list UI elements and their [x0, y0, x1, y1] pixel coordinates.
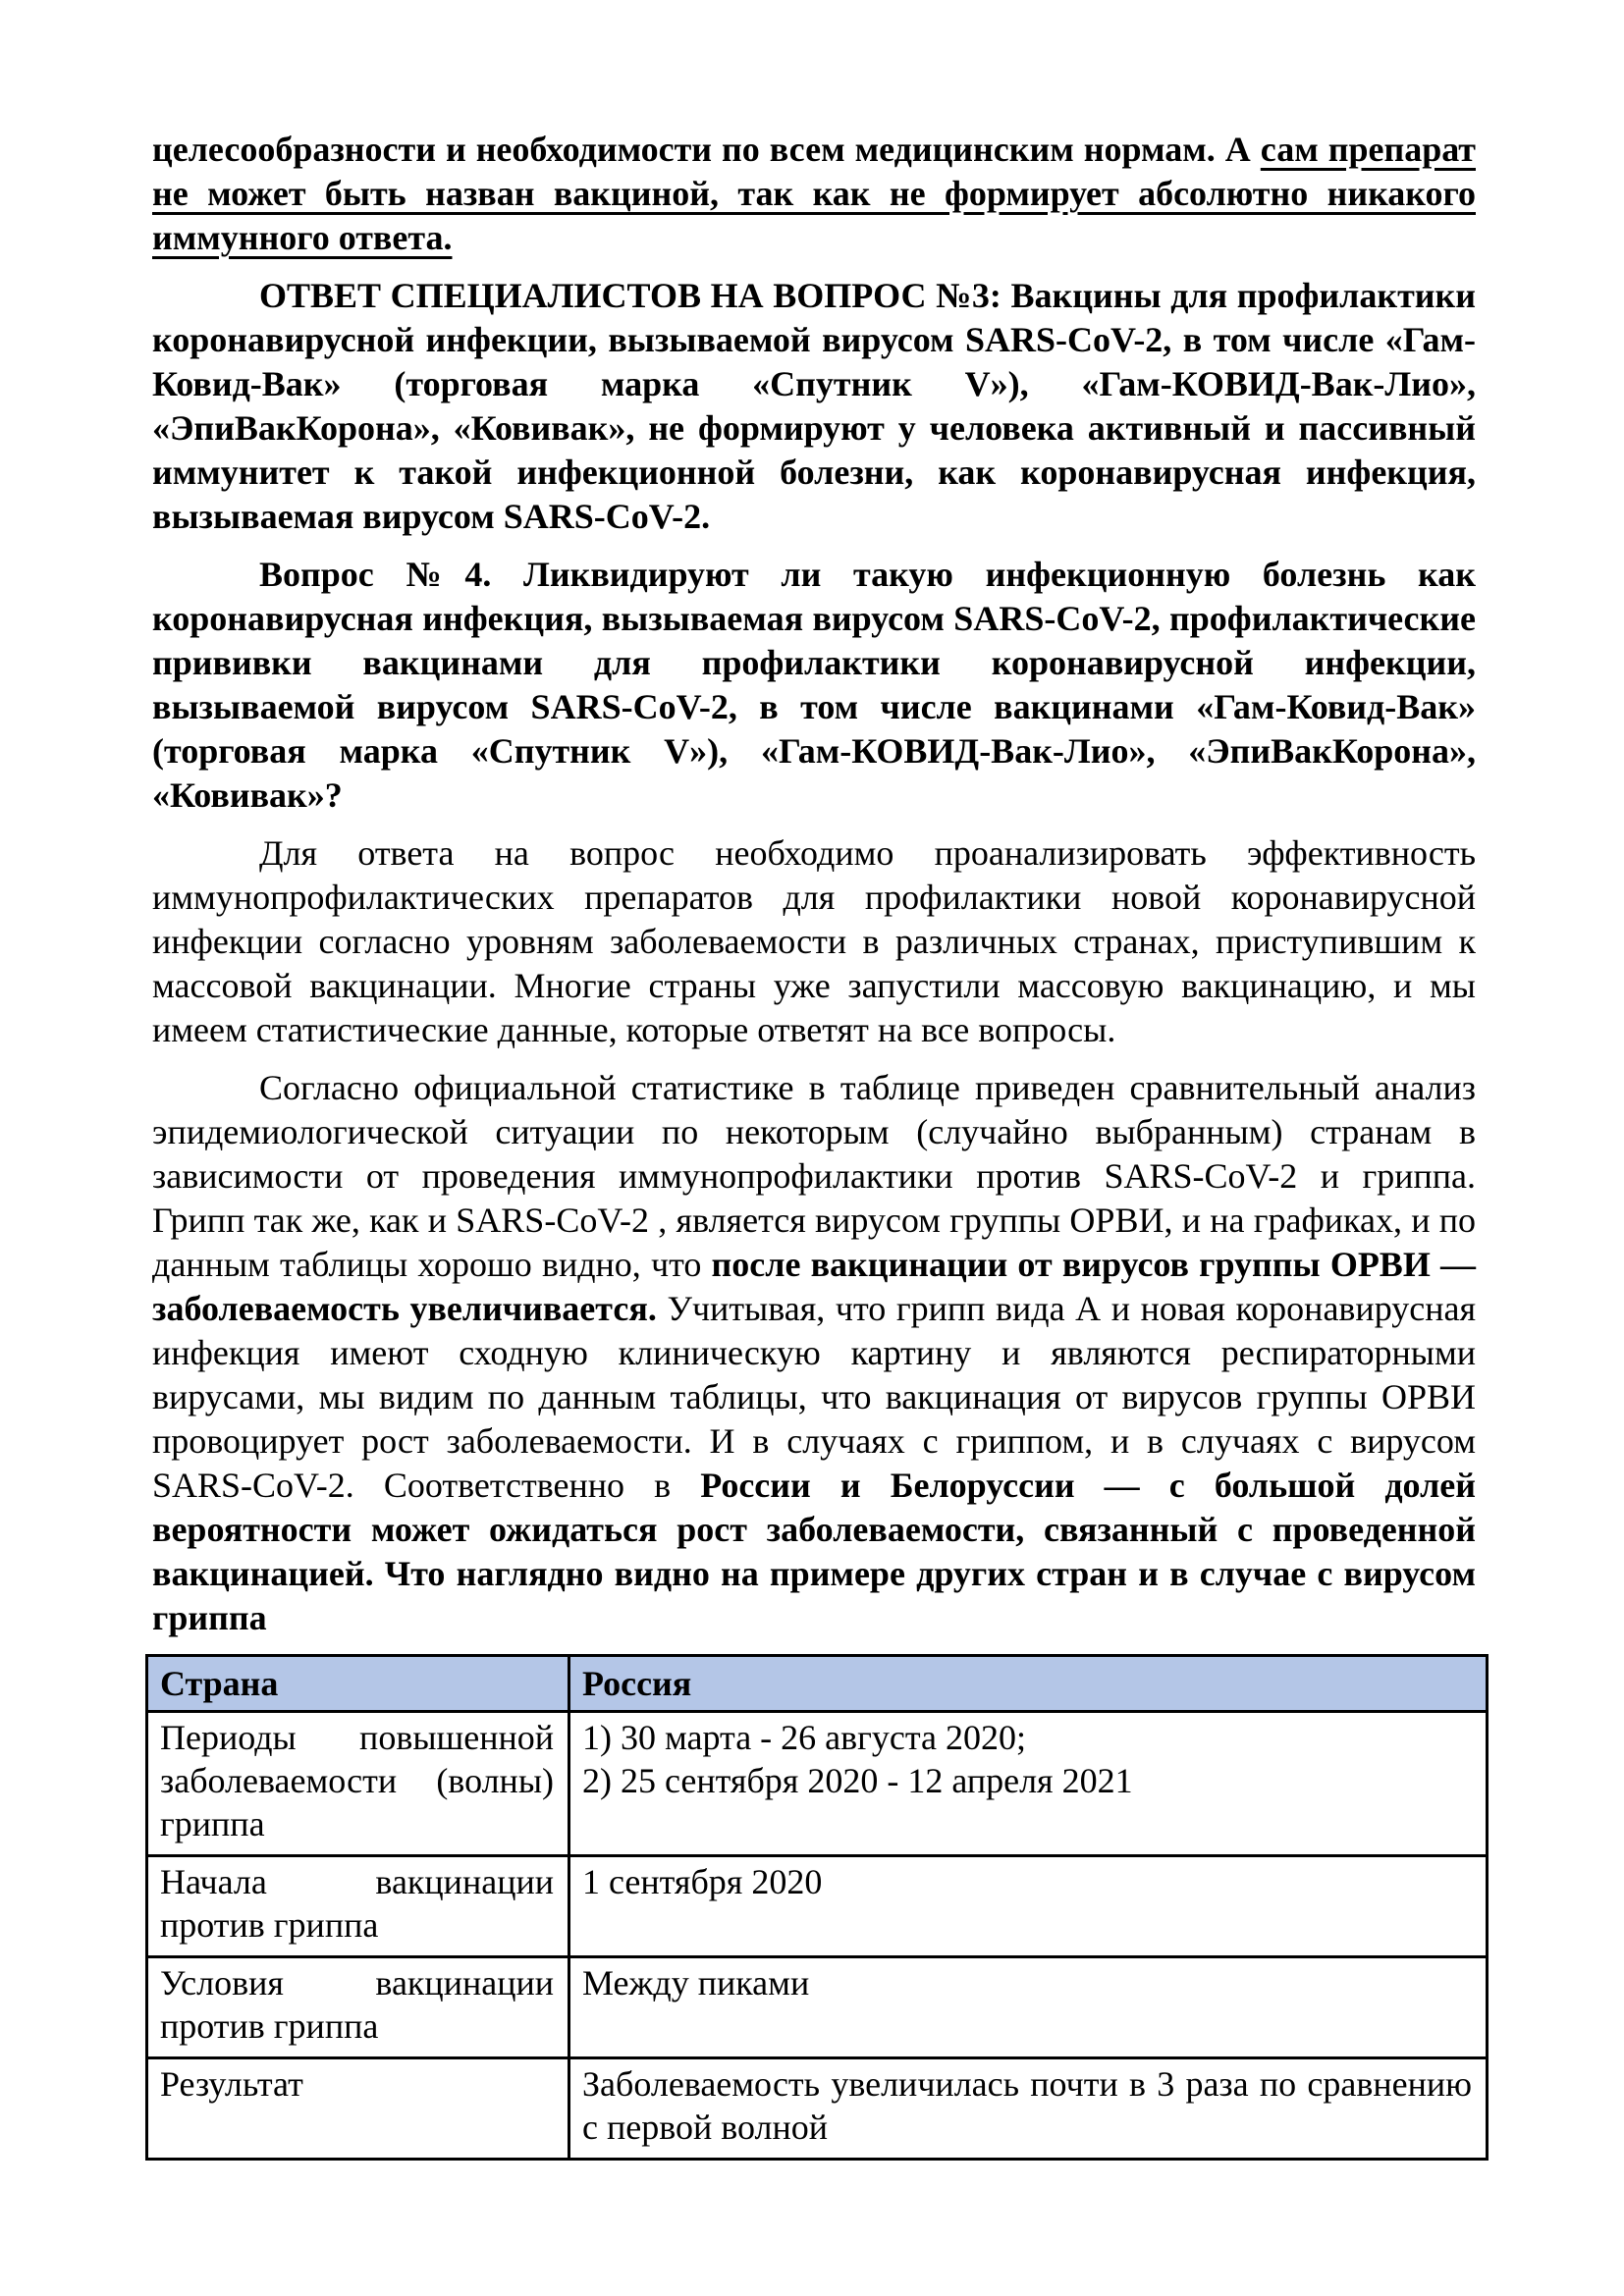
- table-cell-value: [569, 2058, 1488, 2160]
- paragraph-answer-question-3: ОТВЕТ СПЕЦИАЛИСТОВ НА ВОПРОС №3: Вакцины для профилактики коронавирусной инфекции, вызываемой вирусом SARS-CoV-2, в том числе «Гам-Ковид-Вак» (торговая марка «Спутник V»), «Гам-КОВИД-Вак-Лио», «ЭпиВакКорона», «Ковивак», не формируют у человека активный и пассивный иммунитет к такой инфекционной болезни, как коронавирусная инфекция, вызываемая вирусом SARS-CoV-2.: [152, 276, 1476, 536]
- table-row: [147, 1712, 1488, 1856]
- comparison-table: [145, 1654, 1489, 2161]
- table-row: [147, 1856, 1488, 1957]
- paragraph-statistics-analysis: [152, 1066, 1476, 1640]
- table-cell-value: [569, 1712, 1488, 1856]
- table-header-country: Страна: [147, 1656, 569, 1712]
- paragraph-text: целесообразности и необходимости по всем медицинским нормам. А: [152, 130, 1261, 169]
- value-line: 1 сентября 2020: [582, 1862, 823, 1901]
- value-line: Между пиками: [582, 1963, 810, 2002]
- table-header-russia: Россия: [569, 1656, 1488, 1712]
- table-cell-label: Периоды повышенной заболеваемости (волны) гриппа: [147, 1712, 569, 1856]
- value-line: Заболеваемость увеличилась почти в 3 раза по сравнению с первой волной: [582, 2064, 1472, 2147]
- table-row: [147, 1957, 1488, 2058]
- paragraph-question-4: Вопрос №4. Ликвидируют ли такую инфекционную болезнь как коронавирусная инфекция, вызываемая вирусом SARS-CoV-2, профилактические прививки вакцинами для профилактики коронавирусной инфекции, вызываемой вирусом SARS-CoV-2, в том числе вакцинами «Гам-Ковид-Вак» (торговая марка «Спутник V»), «Гам-КОВИД-Вак-Лио», «ЭпиВакКорона», «Ковивак»?: [152, 555, 1476, 815]
- value-line: 1) 30 марта - 26 августа 2020;: [582, 1718, 1027, 1757]
- table-cell-value: [569, 1957, 1488, 2058]
- table-cell-label: Условия вакцинации против гриппа: [147, 1957, 569, 2058]
- table-cell-value: [569, 1856, 1488, 1957]
- value-line: 2) 25 сентября 2020 - 12 апреля 2021: [582, 1761, 1133, 1800]
- bold-claim-orvi: после вакцинации от вирусов группы ОРВИ — заболеваемость увеличивается.: [152, 1245, 1477, 1328]
- bold-claim-russia-belarus: России и Белоруссии — с большой долей вероятности может ожидаться рост заболеваемости, связанный с проведенной вакцинацией. Что наглядно видно на примере других стран и в случае с вирусом гриппа: [152, 1466, 1476, 1637]
- paragraph-analysis-method: Для ответа на вопрос необходимо проанализировать эффективность иммунопрофилактических препаратов для профилактики новой коронавирусной инфекции согласно уровням заболеваемости в различных странах, приступившим к массовой вакцинации. Многие страны уже запустили массовую вакцинацию, и мы имеем статистические данные, которые ответят на все вопросы.: [152, 833, 1476, 1049]
- table-header-row: [147, 1656, 1488, 1712]
- table-cell-label: Начала вакцинации против гриппа: [147, 1856, 569, 1957]
- table-cell-label: Результат: [147, 2058, 569, 2160]
- table-row: [147, 2058, 1488, 2160]
- paragraph-text: Учитывая, что грипп вида А и новая коронавирусная инфекция имеют сходную клиническую картину и являются респираторными вирусами, мы видим по данным таблицы, что вакцинация от вирусов группы ОРВИ провоцирует рост заболеваемости. И в случаях с гриппом, и в случаях с вирусом SARS-CoV-2. Соответственно в: [152, 1289, 1476, 1505]
- underlined-text: сам препарат не может быть назван вакциной, так как не формирует абсолютно никакого иммунного ответа.: [152, 130, 1476, 257]
- paragraph-vaccine-claim: [152, 128, 1476, 260]
- document-body: [152, 128, 1476, 2161]
- paragraph-text: Согласно официальной статистике в таблице приведен сравнительный анализ эпидемиологической ситуации по некоторым (случайно выбранным) странам в зависимости от проведения иммунопрофилактики против SARS-CoV-2 и гриппа. Грипп так же, как и SARS-CoV-2 , является вирусом группы ОРВИ, и на графиках, и по данным таблицы хорошо видно, что: [152, 1068, 1476, 1284]
